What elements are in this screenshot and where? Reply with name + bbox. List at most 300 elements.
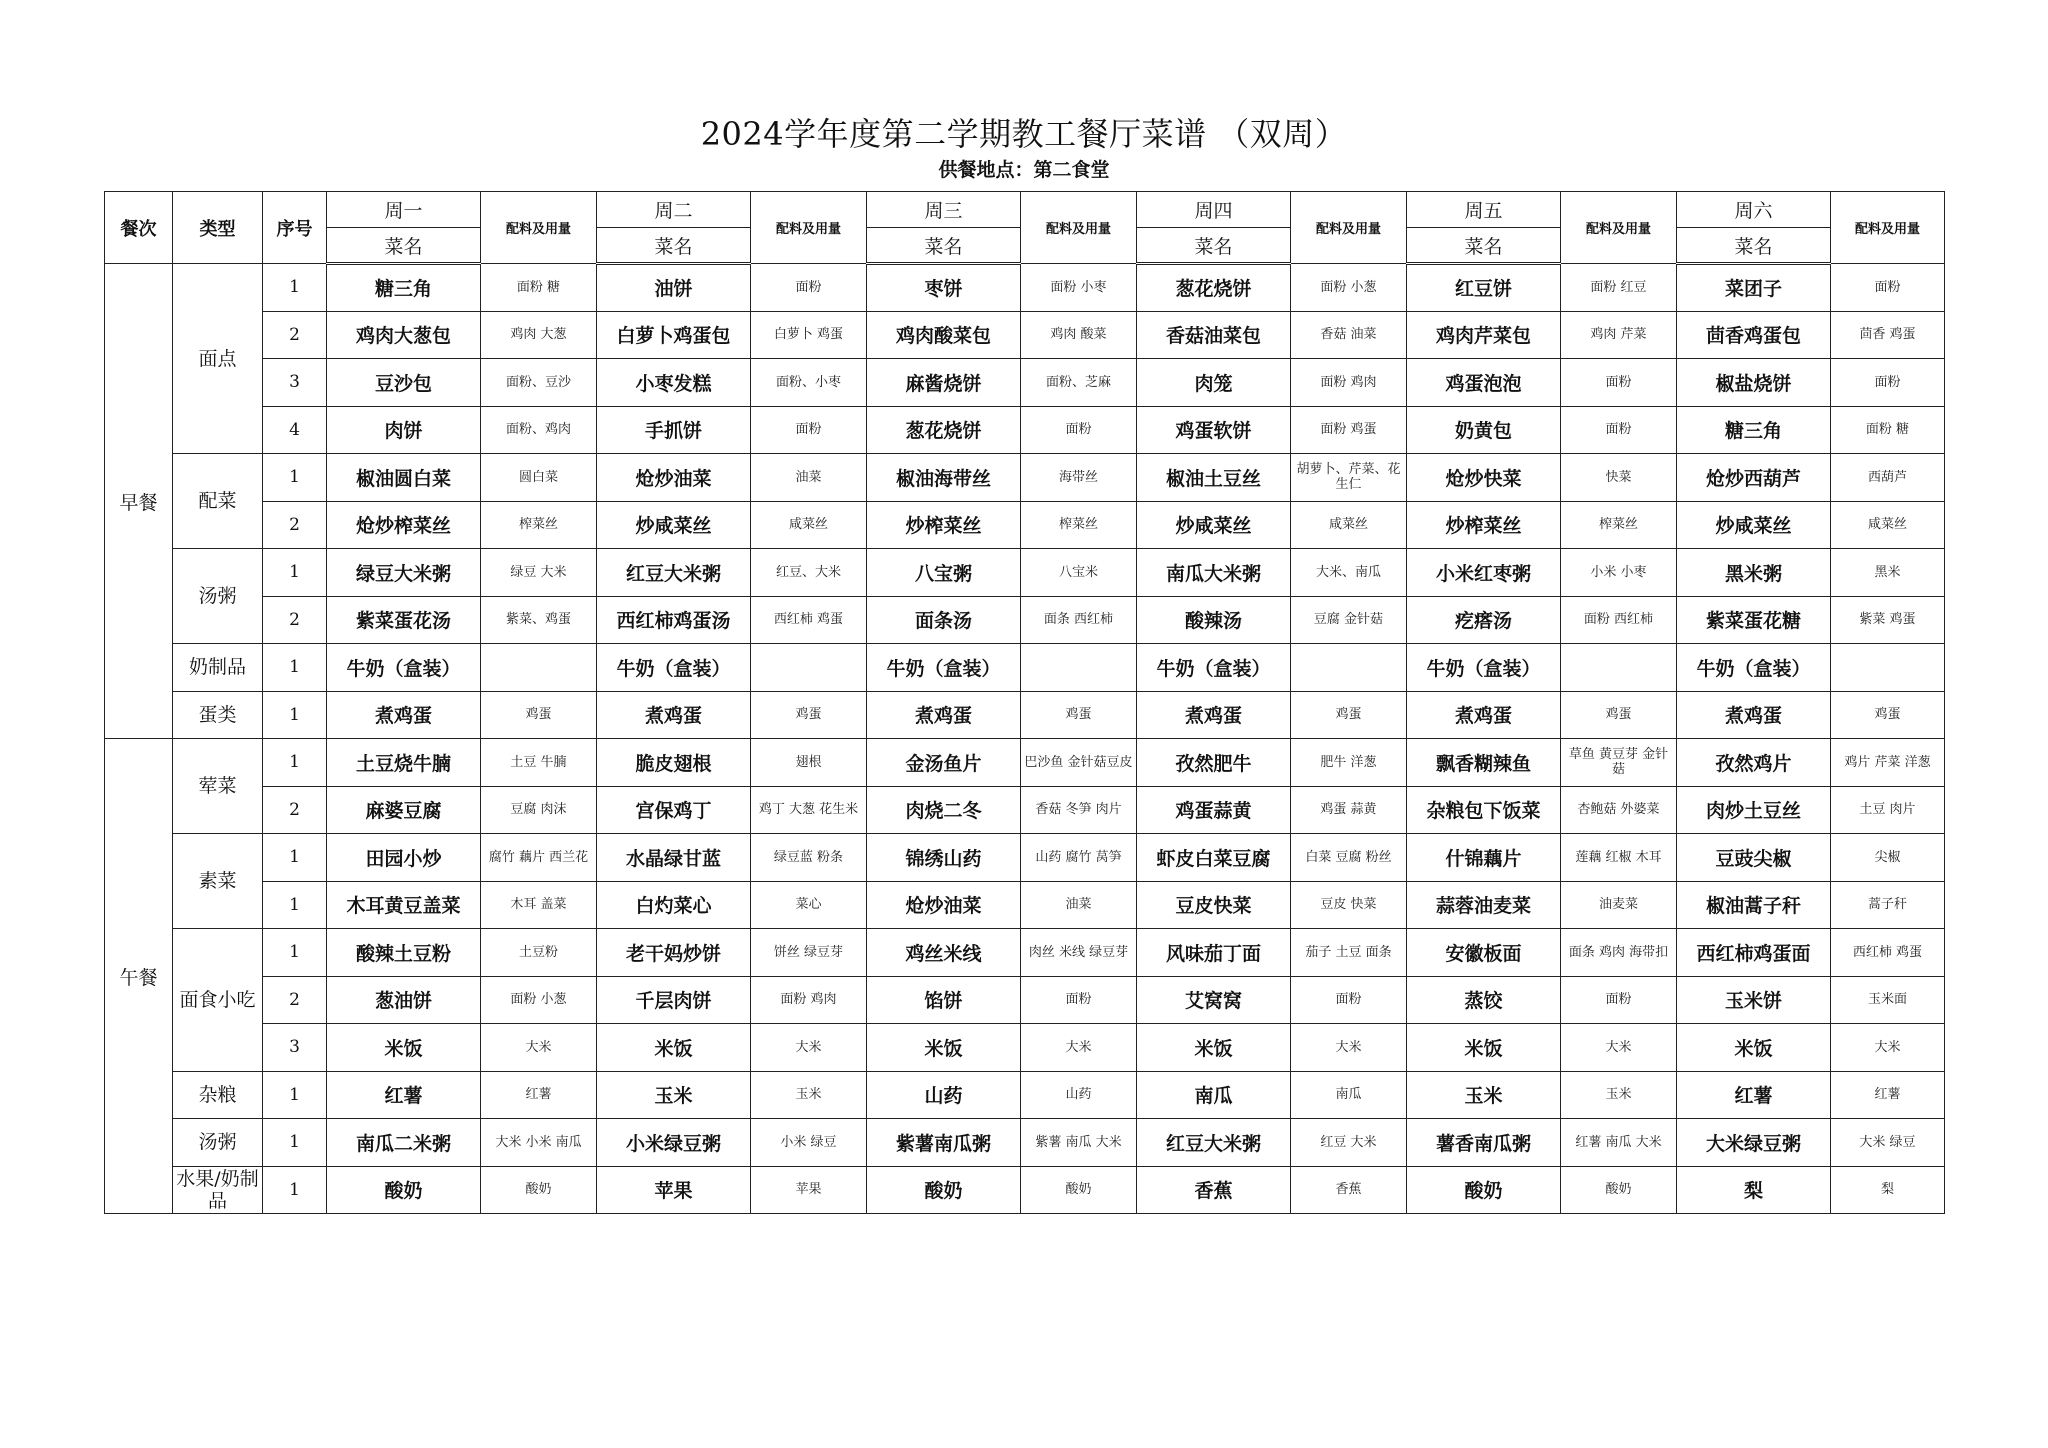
dish-name: 豆皮快菜 [1137, 881, 1291, 929]
category-name: 配菜 [173, 454, 263, 549]
dish-name: 麻婆豆腐 [327, 786, 481, 834]
dish-name: 红豆饼 [1407, 264, 1561, 312]
table-row [105, 1119, 1945, 1167]
table-row [105, 834, 1945, 882]
dish-ingredients: 鸡肉 酸菜 [1021, 311, 1137, 359]
dish-name: 玉米 [597, 1071, 751, 1119]
dish-name: 牛奶（盒装） [327, 644, 481, 692]
dish-name: 南瓜 [1137, 1071, 1291, 1119]
dish-ingredients: 面粉、鸡肉 [481, 406, 597, 454]
dish-ingredients: 海带丝 [1021, 454, 1137, 502]
dish-ingredients: 豆腐 金针菇 [1291, 596, 1407, 644]
dish-ingredients: 鸡蛋 [1561, 691, 1677, 739]
table-row [105, 881, 1945, 929]
dish-ingredients: 大米 绿豆 [1831, 1119, 1945, 1167]
table-row [105, 1071, 1945, 1119]
dish-ingredients: 面粉 [1561, 406, 1677, 454]
dish-ingredients: 腐竹 藕片 西兰花 [481, 834, 597, 882]
dish-ingredients: 红豆 大米 [1291, 1119, 1407, 1167]
dish-name: 红薯 [1677, 1071, 1831, 1119]
dish-name: 黑米粥 [1677, 549, 1831, 597]
dish-ingredients: 玉米 [1561, 1071, 1677, 1119]
category-name: 汤粥 [173, 1119, 263, 1167]
menu-body [105, 264, 1945, 1214]
seq-number: 2 [263, 501, 327, 549]
dish-name: 鸡肉酸菜包 [867, 311, 1021, 359]
dish-name: 紫薯南瓜粥 [867, 1119, 1021, 1167]
dish-name: 炝炒西葫芦 [1677, 454, 1831, 502]
dish-name: 炒咸菜丝 [597, 501, 751, 549]
seq-number: 1 [263, 264, 327, 312]
dish-name: 米饭 [867, 1024, 1021, 1072]
seq-number: 2 [263, 976, 327, 1024]
dish-name: 锦绣山药 [867, 834, 1021, 882]
dish-name: 馅饼 [867, 976, 1021, 1024]
table-row [105, 1024, 1945, 1072]
category-name: 荤菜 [173, 739, 263, 834]
dish-name: 牛奶（盒装） [597, 644, 751, 692]
dish-ingredients: 蒿子秆 [1831, 881, 1945, 929]
dish-name: 水晶绿甘蓝 [597, 834, 751, 882]
dish-ingredients [481, 644, 597, 692]
dish-ingredients: 面粉 红豆 [1561, 264, 1677, 312]
dish-ingredients: 面粉、芝麻 [1021, 359, 1137, 407]
dish-name: 椒油蒿子秆 [1677, 881, 1831, 929]
seq-number: 3 [263, 359, 327, 407]
meal-name: 午餐 [105, 739, 173, 1214]
dish-ingredients: 面粉 鸡肉 [751, 976, 867, 1024]
meal-header: 餐次 [105, 192, 173, 264]
dish-name: 红豆大米粥 [597, 549, 751, 597]
dish-name: 红薯 [327, 1071, 481, 1119]
table-row [105, 264, 1945, 312]
table-row [105, 786, 1945, 834]
category-name: 面点 [173, 264, 263, 454]
dish-ingredients: 大米 [1291, 1024, 1407, 1072]
dish-ingredients: 面粉 [1561, 976, 1677, 1024]
dish-name: 孜然鸡片 [1677, 739, 1831, 787]
dish-name: 香菇油菜包 [1137, 311, 1291, 359]
ingredients-header: 配料及用量 [1021, 192, 1137, 264]
dish-name: 鸡蛋软饼 [1137, 406, 1291, 454]
dish-ingredients: 鸡蛋 [481, 691, 597, 739]
dish-ingredients: 面粉 [1291, 976, 1407, 1024]
seq-number: 2 [263, 596, 327, 644]
seq-number: 1 [263, 929, 327, 977]
dish-ingredients [1561, 644, 1677, 692]
dish-ingredients: 胡萝卜、芹菜、花生仁 [1291, 454, 1407, 502]
seq-number: 1 [263, 691, 327, 739]
dish-ingredients: 紫菜 鸡蛋 [1831, 596, 1945, 644]
dish-ingredients: 咸菜丝 [1291, 501, 1407, 549]
dish-ingredients: 南瓜 [1291, 1071, 1407, 1119]
dish-name: 酸奶 [867, 1166, 1021, 1214]
dish-name: 香蕉 [1137, 1166, 1291, 1214]
dish-ingredients: 土豆 肉片 [1831, 786, 1945, 834]
dish-ingredients: 玉米面 [1831, 976, 1945, 1024]
dish-name: 脆皮翅根 [597, 739, 751, 787]
day-header-tue: 周二 [597, 192, 751, 228]
dish-ingredients [1291, 644, 1407, 692]
dish-name: 什锦藕片 [1407, 834, 1561, 882]
dish-name: 酸辣汤 [1137, 596, 1291, 644]
dish-ingredients: 酸奶 [1561, 1166, 1677, 1214]
dish-name: 奶黄包 [1407, 406, 1561, 454]
category-name: 汤粥 [173, 549, 263, 644]
seq-number: 1 [263, 881, 327, 929]
dish-name: 椒盐烧饼 [1677, 359, 1831, 407]
dish-name: 小枣发糕 [597, 359, 751, 407]
dish-ingredients: 面粉、小枣 [751, 359, 867, 407]
dish-ingredients: 面粉 糖 [1831, 406, 1945, 454]
page-title: 2024学年度第二学期教工餐厅菜谱 （双周） [700, 115, 1348, 153]
dish-name: 面条汤 [867, 596, 1021, 644]
category-name: 面食小吃 [173, 929, 263, 1072]
dish-name: 虾皮白菜豆腐 [1137, 834, 1291, 882]
dish-ingredients: 豆腐 肉沫 [481, 786, 597, 834]
seq-number: 1 [263, 834, 327, 882]
table-row [105, 976, 1945, 1024]
dish-name: 宫保鸡丁 [597, 786, 751, 834]
seq-number: 1 [263, 1166, 327, 1214]
dish-name-header: 菜名 [1137, 228, 1291, 264]
dish-name: 山药 [867, 1071, 1021, 1119]
dish-name: 炒咸菜丝 [1677, 501, 1831, 549]
seq-number: 2 [263, 311, 327, 359]
dish-name: 梨 [1677, 1166, 1831, 1214]
dish-name: 酸奶 [1407, 1166, 1561, 1214]
dish-name: 豆豉尖椒 [1677, 834, 1831, 882]
table-row [105, 929, 1945, 977]
dish-name: 椒油圆白菜 [327, 454, 481, 502]
dish-name: 金汤鱼片 [867, 739, 1021, 787]
day-header-wed: 周三 [867, 192, 1021, 228]
dish-name: 安徽板面 [1407, 929, 1561, 977]
dish-name: 玉米 [1407, 1071, 1561, 1119]
dish-name-header: 菜名 [1407, 228, 1561, 264]
dish-ingredients: 面粉 小葱 [481, 976, 597, 1024]
ingredients-header: 配料及用量 [751, 192, 867, 264]
dish-ingredients: 饼丝 绿豆芽 [751, 929, 867, 977]
meal-name: 早餐 [105, 264, 173, 739]
seq-number: 4 [263, 406, 327, 454]
ingredients-header: 配料及用量 [481, 192, 597, 264]
dish-name: 豆沙包 [327, 359, 481, 407]
dish-ingredients: 肉丝 米线 绿豆芽 [1021, 929, 1137, 977]
dish-name: 葱花烧饼 [867, 406, 1021, 454]
dish-ingredients: 香菇 油菜 [1291, 311, 1407, 359]
seq-number: 1 [263, 739, 327, 787]
dish-name: 肉烧二冬 [867, 786, 1021, 834]
dish-ingredients: 大米 [1561, 1024, 1677, 1072]
dish-name: 煮鸡蛋 [1407, 691, 1561, 739]
header-row-days [105, 192, 1945, 228]
dish-name-header: 菜名 [327, 228, 481, 264]
dish-ingredients [1831, 644, 1945, 692]
dish-name: 薯香南瓜粥 [1407, 1119, 1561, 1167]
dish-ingredients: 白菜 豆腐 粉丝 [1291, 834, 1407, 882]
dish-ingredients: 鸡肉 芹菜 [1561, 311, 1677, 359]
category-header: 类型 [173, 192, 263, 264]
dish-name: 小米绿豆粥 [597, 1119, 751, 1167]
dish-ingredients: 梨 [1831, 1166, 1945, 1214]
dish-name: 疙瘩汤 [1407, 596, 1561, 644]
dish-ingredients: 小米 小枣 [1561, 549, 1677, 597]
category-name: 素菜 [173, 834, 263, 929]
dish-ingredients: 红薯 [1831, 1071, 1945, 1119]
category-name: 杂粮 [173, 1071, 263, 1119]
dish-ingredients: 西红柿 鸡蛋 [1831, 929, 1945, 977]
dish-name: 大米绿豆粥 [1677, 1119, 1831, 1167]
dish-name: 田园小炒 [327, 834, 481, 882]
dish-ingredients: 鸡肉 大葱 [481, 311, 597, 359]
seq-number: 1 [263, 549, 327, 597]
dish-name: 炝炒油菜 [867, 881, 1021, 929]
dish-ingredients: 面粉 [1831, 359, 1945, 407]
dish-ingredients: 玉米 [751, 1071, 867, 1119]
dish-ingredients: 面粉 [1831, 264, 1945, 312]
dish-ingredients: 油麦菜 [1561, 881, 1677, 929]
dish-ingredients: 咸菜丝 [751, 501, 867, 549]
dish-ingredients: 山药 [1021, 1071, 1137, 1119]
dish-name: 酸辣土豆粉 [327, 929, 481, 977]
dish-ingredients: 山药 腐竹 莴笋 [1021, 834, 1137, 882]
dish-name: 风味茄丁面 [1137, 929, 1291, 977]
dish-ingredients: 面粉 鸡肉 [1291, 359, 1407, 407]
dish-name: 葱花烧饼 [1137, 264, 1291, 312]
dish-ingredients: 面条 西红柿 [1021, 596, 1137, 644]
table-row [105, 501, 1945, 549]
dish-name: 菜团子 [1677, 264, 1831, 312]
dish-ingredients: 茴香 鸡蛋 [1831, 311, 1945, 359]
dish-ingredients: 鸡蛋 [751, 691, 867, 739]
dish-ingredients: 圆白菜 [481, 454, 597, 502]
dish-ingredients: 面粉 [1561, 359, 1677, 407]
category-name: 水果/奶制品 [173, 1166, 263, 1214]
dish-name: 米饭 [1137, 1024, 1291, 1072]
dish-ingredients: 鸡蛋 [1291, 691, 1407, 739]
dish-ingredients: 土豆粉 [481, 929, 597, 977]
day-header-fri: 周五 [1407, 192, 1561, 228]
table-row [105, 1166, 1945, 1214]
table-row [105, 359, 1945, 407]
dish-name: 葱油饼 [327, 976, 481, 1024]
dish-name: 糖三角 [1677, 406, 1831, 454]
dish-ingredients: 木耳 盖菜 [481, 881, 597, 929]
dish-ingredients: 豆皮 快菜 [1291, 881, 1407, 929]
dish-name: 紫菜蛋花汤 [327, 596, 481, 644]
dish-name: 西红柿鸡蛋汤 [597, 596, 751, 644]
dish-ingredients: 酸奶 [481, 1166, 597, 1214]
dish-ingredients: 酸奶 [1021, 1166, 1137, 1214]
dish-ingredients: 绿豆蓝 粉条 [751, 834, 867, 882]
dish-ingredients: 面粉 鸡蛋 [1291, 406, 1407, 454]
dish-ingredients: 尖椒 [1831, 834, 1945, 882]
dish-ingredients: 大米 小米 南瓜 [481, 1119, 597, 1167]
dish-name: 炝炒快菜 [1407, 454, 1561, 502]
dish-ingredients: 八宝米 [1021, 549, 1137, 597]
dish-name: 手抓饼 [597, 406, 751, 454]
dish-ingredients: 红薯 [481, 1071, 597, 1119]
dish-name: 炒榨菜丝 [1407, 501, 1561, 549]
dish-ingredients: 土豆 牛腩 [481, 739, 597, 787]
dish-name: 蒸饺 [1407, 976, 1561, 1024]
dish-name: 玉米饼 [1677, 976, 1831, 1024]
dish-name: 牛奶（盒装） [1677, 644, 1831, 692]
table-row [105, 596, 1945, 644]
dish-name: 鸡蛋蒜黄 [1137, 786, 1291, 834]
dish-name: 鸡丝米线 [867, 929, 1021, 977]
dish-ingredients: 榨菜丝 [1021, 501, 1137, 549]
dish-ingredients: 面粉 小葱 [1291, 264, 1407, 312]
dish-name: 酸奶 [327, 1166, 481, 1214]
dish-ingredients: 大米 [1021, 1024, 1137, 1072]
table-row [105, 406, 1945, 454]
dish-name: 南瓜大米粥 [1137, 549, 1291, 597]
dish-name: 鸡肉芹菜包 [1407, 311, 1561, 359]
dish-name: 米饭 [327, 1024, 481, 1072]
dish-name: 煮鸡蛋 [327, 691, 481, 739]
seq-number: 1 [263, 644, 327, 692]
table-row [105, 454, 1945, 502]
dish-name: 苹果 [597, 1166, 751, 1214]
dish-name: 八宝粥 [867, 549, 1021, 597]
seq-number: 1 [263, 454, 327, 502]
dish-name: 米饭 [1677, 1024, 1831, 1072]
dish-name: 米饭 [1407, 1024, 1561, 1072]
dish-name: 肉炒土豆丝 [1677, 786, 1831, 834]
dish-name: 椒油土豆丝 [1137, 454, 1291, 502]
dish-ingredients: 香菇 冬笋 肉片 [1021, 786, 1137, 834]
dish-ingredients: 面粉 [751, 264, 867, 312]
dish-name: 杂粮包下饭菜 [1407, 786, 1561, 834]
dish-ingredients: 鸡片 芹菜 洋葱 [1831, 739, 1945, 787]
dish-name-header: 菜名 [597, 228, 751, 264]
ingredients-header: 配料及用量 [1831, 192, 1945, 264]
dish-name: 紫菜蛋花糖 [1677, 596, 1831, 644]
seq-number: 1 [263, 1071, 327, 1119]
dish-name: 牛奶（盒装） [1407, 644, 1561, 692]
dish-name: 小米红枣粥 [1407, 549, 1561, 597]
dish-ingredients: 小米 绿豆 [751, 1119, 867, 1167]
table-row [105, 691, 1945, 739]
dish-ingredients [751, 644, 867, 692]
dish-ingredients: 茄子 土豆 面条 [1291, 929, 1407, 977]
dish-ingredients: 香蕉 [1291, 1166, 1407, 1214]
ingredients-header: 配料及用量 [1561, 192, 1677, 264]
dish-ingredients: 莲藕 红椒 木耳 [1561, 834, 1677, 882]
dish-ingredients: 大米 [1831, 1024, 1945, 1072]
dish-ingredients: 绿豆 大米 [481, 549, 597, 597]
dish-ingredients: 黑米 [1831, 549, 1945, 597]
dish-name: 肉饼 [327, 406, 481, 454]
dish-name: 枣饼 [867, 264, 1021, 312]
dish-name: 椒油海带丝 [867, 454, 1021, 502]
table-row [105, 739, 1945, 787]
dish-name: 牛奶（盒装） [867, 644, 1021, 692]
dish-ingredients: 面粉 糖 [481, 264, 597, 312]
dish-name: 炒榨菜丝 [867, 501, 1021, 549]
dish-ingredients: 面粉 西红柿 [1561, 596, 1677, 644]
dish-ingredients: 面条 鸡肉 海带扣 [1561, 929, 1677, 977]
dish-ingredients: 大米 [751, 1024, 867, 1072]
dish-ingredients: 鸡丁 大葱 花生米 [751, 786, 867, 834]
dish-ingredients: 榨菜丝 [481, 501, 597, 549]
dish-name: 老干妈炒饼 [597, 929, 751, 977]
dish-name: 肉笼 [1137, 359, 1291, 407]
dish-name: 绿豆大米粥 [327, 549, 481, 597]
dish-name: 茴香鸡蛋包 [1677, 311, 1831, 359]
dish-ingredients: 榨菜丝 [1561, 501, 1677, 549]
dish-ingredients: 鸡蛋 [1021, 691, 1137, 739]
dish-name: 煮鸡蛋 [1677, 691, 1831, 739]
dish-name: 炒咸菜丝 [1137, 501, 1291, 549]
dish-name: 煮鸡蛋 [867, 691, 1021, 739]
dish-ingredients: 鸡蛋 蒜黄 [1291, 786, 1407, 834]
dish-ingredients: 大米 [481, 1024, 597, 1072]
day-header-thu: 周四 [1137, 192, 1291, 228]
dish-ingredients: 油菜 [1021, 881, 1137, 929]
dish-name: 米饭 [597, 1024, 751, 1072]
dish-ingredients: 翅根 [751, 739, 867, 787]
dish-name: 牛奶（盒装） [1137, 644, 1291, 692]
dish-ingredients: 菜心 [751, 881, 867, 929]
dish-ingredients: 肥牛 洋葱 [1291, 739, 1407, 787]
dish-name: 蒜蓉油麦菜 [1407, 881, 1561, 929]
dish-ingredients: 紫薯 南瓜 大米 [1021, 1119, 1137, 1167]
seq-header: 序号 [263, 192, 327, 264]
dish-name-header: 菜名 [867, 228, 1021, 264]
dish-ingredients: 面粉 小枣 [1021, 264, 1137, 312]
dish-name: 千层肉饼 [597, 976, 751, 1024]
dish-name: 鸡肉大葱包 [327, 311, 481, 359]
dish-ingredients: 杏鲍菇 外婆菜 [1561, 786, 1677, 834]
dish-ingredients: 红薯 南瓜 大米 [1561, 1119, 1677, 1167]
dish-ingredients: 面粉 [1021, 406, 1137, 454]
dish-name: 炝炒油菜 [597, 454, 751, 502]
ingredients-header: 配料及用量 [1291, 192, 1407, 264]
category-name: 蛋类 [173, 691, 263, 739]
dish-name: 鸡蛋泡泡 [1407, 359, 1561, 407]
serving-location: 供餐地点：第二食堂 [938, 159, 1110, 181]
dish-name: 白灼菜心 [597, 881, 751, 929]
dish-name: 煮鸡蛋 [1137, 691, 1291, 739]
dish-name: 麻酱烧饼 [867, 359, 1021, 407]
dish-name-header: 菜名 [1677, 228, 1831, 264]
dish-ingredients: 西葫芦 [1831, 454, 1945, 502]
dish-ingredients: 咸菜丝 [1831, 501, 1945, 549]
seq-number: 2 [263, 786, 327, 834]
dish-ingredients: 快菜 [1561, 454, 1677, 502]
dish-name: 木耳黄豆盖菜 [327, 881, 481, 929]
dish-name: 炝炒榨菜丝 [327, 501, 481, 549]
dish-ingredients: 紫菜、鸡蛋 [481, 596, 597, 644]
seq-number: 3 [263, 1024, 327, 1072]
dish-name: 飘香糊辣鱼 [1407, 739, 1561, 787]
dish-name: 艾窝窝 [1137, 976, 1291, 1024]
dish-ingredients: 苹果 [751, 1166, 867, 1214]
dish-name: 糖三角 [327, 264, 481, 312]
table-row [105, 311, 1945, 359]
seq-number: 1 [263, 1119, 327, 1167]
dish-name: 白萝卜鸡蛋包 [597, 311, 751, 359]
dish-ingredients: 鸡蛋 [1831, 691, 1945, 739]
menu-table [104, 191, 1945, 1214]
dish-ingredients: 草鱼 黄豆芽 金针菇 [1561, 739, 1677, 787]
dish-ingredients: 面粉 [751, 406, 867, 454]
dish-name: 南瓜二米粥 [327, 1119, 481, 1167]
dish-ingredients: 面粉、豆沙 [481, 359, 597, 407]
